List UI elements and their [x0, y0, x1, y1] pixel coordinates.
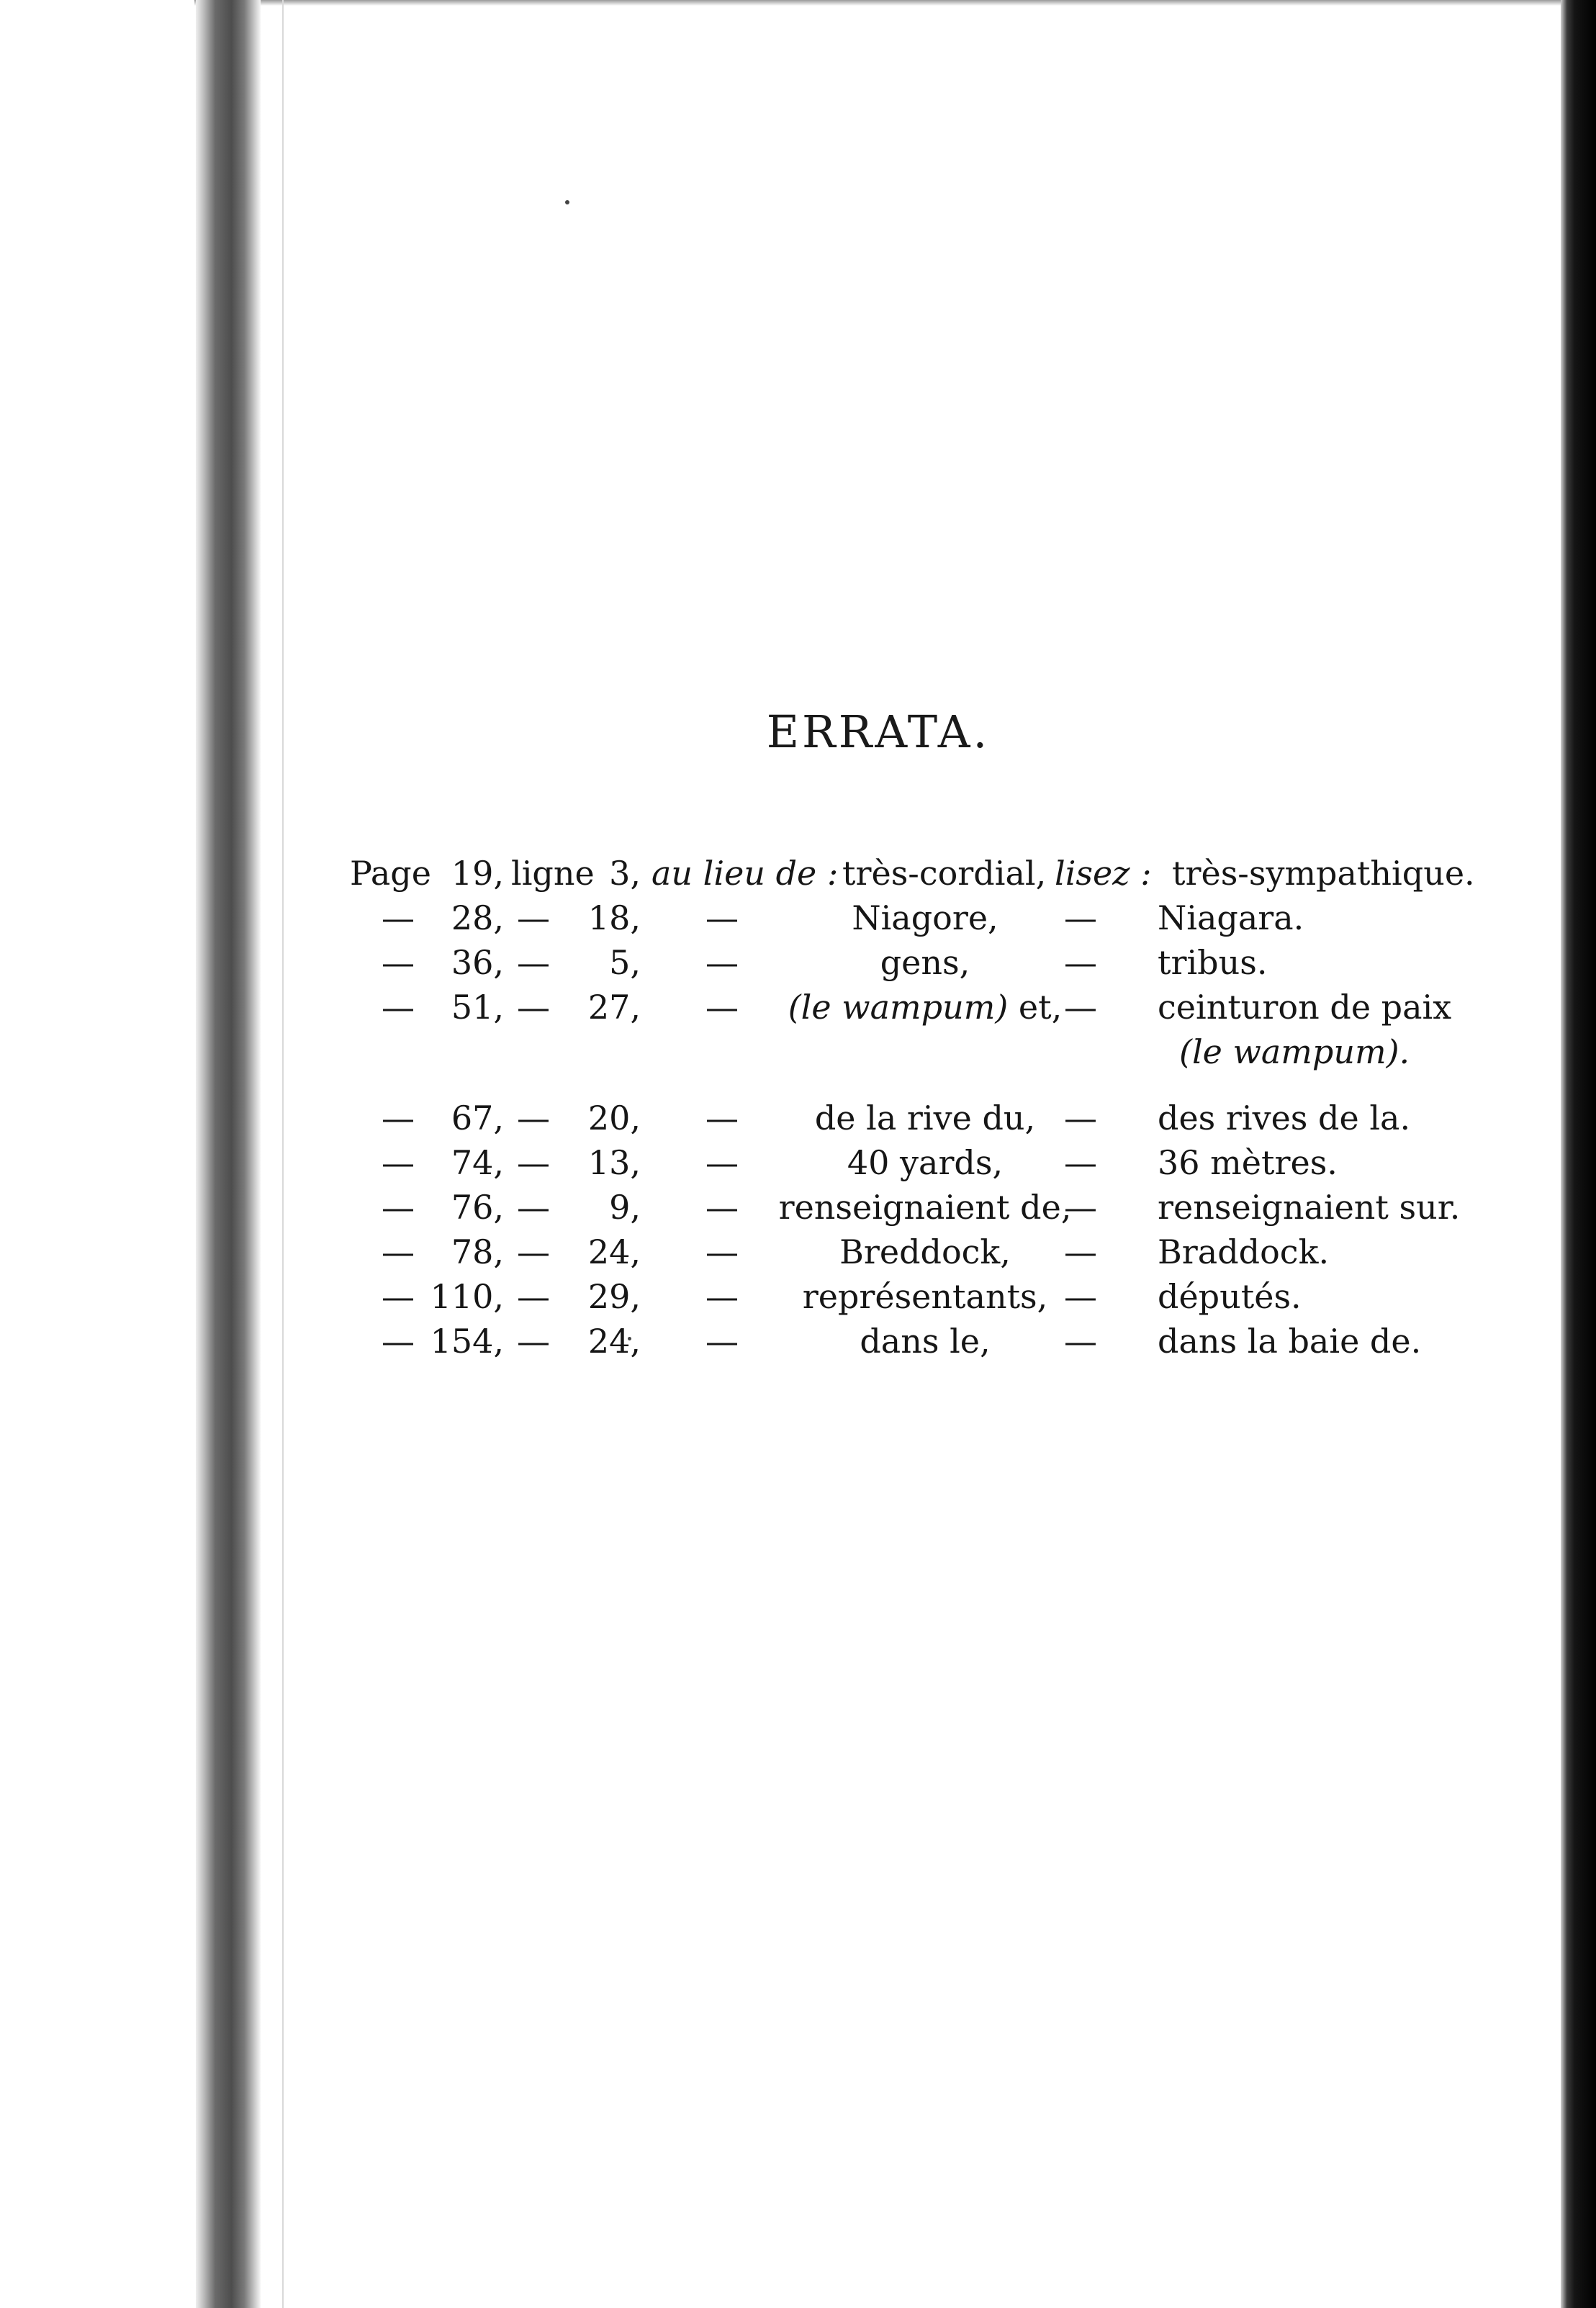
- line-number: 5,: [609, 943, 641, 982]
- ditto-dash: —: [1064, 1322, 1097, 1361]
- ditto-dash: —: [705, 898, 739, 937]
- incorrect-text: Breddock,: [839, 1232, 1011, 1271]
- au-lieu-de-label: au lieu de :: [652, 854, 839, 893]
- line-number: 29,: [587, 1277, 641, 1316]
- page-number: 78,: [451, 1232, 504, 1271]
- line-number: 27,: [587, 988, 641, 1027]
- book-binding-shadow: [196, 0, 261, 2308]
- ditto-dash: —: [382, 1188, 415, 1227]
- ditto-dash: —: [382, 943, 415, 982]
- ditto-dash: —: [382, 898, 415, 937]
- ditto-dash: —: [1064, 898, 1097, 937]
- correct-text-continuation: (le wampum).: [1179, 1032, 1410, 1071]
- scan-top-edge: [194, 0, 1562, 6]
- ditto-dash: —: [705, 943, 739, 982]
- ditto-dash: —: [1064, 1143, 1097, 1182]
- errata-row: [346, 1096, 1440, 1140]
- binding-crease: [282, 0, 284, 2308]
- dust-speck: [565, 200, 569, 204]
- ditto-dash: —: [382, 1099, 415, 1137]
- correct-text: renseignaient sur.: [1158, 1188, 1461, 1227]
- correct-text: Niagara.: [1158, 898, 1304, 937]
- ditto-dash: —: [517, 1188, 550, 1227]
- row-gap: [346, 1074, 1440, 1096]
- line-number: 3,: [609, 854, 641, 893]
- ditto-dash: —: [705, 1099, 739, 1137]
- ditto-dash: —: [382, 1232, 415, 1271]
- errata-row: [346, 1185, 1461, 1230]
- incorrect-text-italic: (le wampum): [788, 988, 1009, 1027]
- ditto-dash: —: [382, 1143, 415, 1182]
- ditto-dash: —: [517, 1143, 550, 1182]
- correct-text: tribus.: [1158, 943, 1268, 982]
- incorrect-text: représentants,: [802, 1277, 1048, 1316]
- scan-right-edge: [1561, 0, 1596, 2308]
- errata-row: [346, 940, 1440, 985]
- ditto-dash: —: [1064, 1232, 1097, 1271]
- ditto-dash: —: [382, 1277, 415, 1316]
- line-number: 13,: [587, 1143, 641, 1182]
- incorrect-text: 40 yards,: [847, 1143, 1004, 1182]
- correct-text: ceinturon de paix: [1158, 988, 1452, 1027]
- ditto-dash: —: [705, 1188, 739, 1227]
- ditto-dash: —: [517, 1099, 550, 1137]
- correct-text: députés.: [1158, 1277, 1302, 1316]
- page-number: 110,: [430, 1277, 504, 1316]
- page-number: 36,: [451, 943, 504, 982]
- ditto-dash: —: [1064, 1277, 1097, 1316]
- correct-text: 36 mètres.: [1158, 1143, 1338, 1182]
- incorrect-text: [770, 985, 1080, 1029]
- page-number: 51,: [451, 988, 504, 1027]
- line-number: 24,: [587, 1322, 641, 1361]
- ditto-dash: —: [517, 1232, 550, 1271]
- ditto-dash: —: [382, 988, 415, 1027]
- ditto-dash: —: [705, 1277, 739, 1316]
- ditto-dash: —: [705, 1232, 739, 1271]
- page-number: 74,: [451, 1143, 504, 1182]
- ditto-dash: —: [517, 898, 550, 937]
- ditto-dash: —: [705, 988, 739, 1027]
- ditto-dash: —: [1064, 943, 1097, 982]
- errata-list: [346, 851, 1475, 1363]
- correct-text: Braddock.: [1158, 1232, 1330, 1271]
- lisez-label: lisez :: [1055, 854, 1152, 893]
- page-number: 154,: [430, 1322, 504, 1361]
- line-label: ligne: [511, 854, 595, 893]
- ditto-dash: —: [517, 1322, 550, 1361]
- correct-text: dans la baie de.: [1158, 1322, 1422, 1361]
- ditto-dash: —: [517, 1277, 550, 1316]
- ditto-dash: —: [705, 1143, 739, 1182]
- line-number: 20,: [587, 1099, 641, 1137]
- page-number: 67,: [451, 1099, 504, 1137]
- incorrect-text: Niagore,: [852, 898, 998, 937]
- ditto-dash: —: [1064, 988, 1097, 1027]
- errata-row: [346, 1319, 1440, 1363]
- page-title: ERRATA.: [766, 706, 991, 758]
- ditto-dash: —: [382, 1322, 415, 1361]
- line-number: 9,: [609, 1188, 641, 1227]
- incorrect-text: dans le,: [860, 1322, 991, 1361]
- correct-text: des rives de la.: [1158, 1099, 1411, 1137]
- page-number: 76,: [451, 1188, 504, 1227]
- errata-row: [346, 896, 1440, 940]
- correct-text: très-sympathique.: [1172, 854, 1475, 893]
- ditto-dash: —: [1064, 1099, 1097, 1137]
- errata-row: [346, 1274, 1440, 1319]
- errata-row: [346, 1230, 1440, 1274]
- incorrect-text: gens,: [880, 943, 970, 982]
- errata-row: [346, 1140, 1440, 1185]
- ditto-dash: —: [517, 988, 550, 1027]
- ditto-dash: —: [705, 1322, 739, 1361]
- line-number: 18,: [587, 898, 641, 937]
- page-number: 19,: [451, 854, 504, 893]
- incorrect-text: très-cordial,: [842, 854, 1047, 893]
- errata-row: [346, 851, 1475, 896]
- ditto-dash: —: [1064, 1188, 1097, 1227]
- incorrect-text: de la rive du,: [814, 1099, 1036, 1137]
- line-number: 24,: [587, 1232, 641, 1271]
- page-number: 28,: [451, 898, 504, 937]
- errata-row: [346, 985, 1452, 1029]
- page-label: Page: [350, 854, 431, 893]
- ditto-dash: —: [517, 943, 550, 982]
- incorrect-text: renseignaient de,: [778, 1188, 1072, 1227]
- incorrect-text-rest: et,: [1008, 988, 1063, 1027]
- errata-row-continuation: [346, 1029, 1440, 1074]
